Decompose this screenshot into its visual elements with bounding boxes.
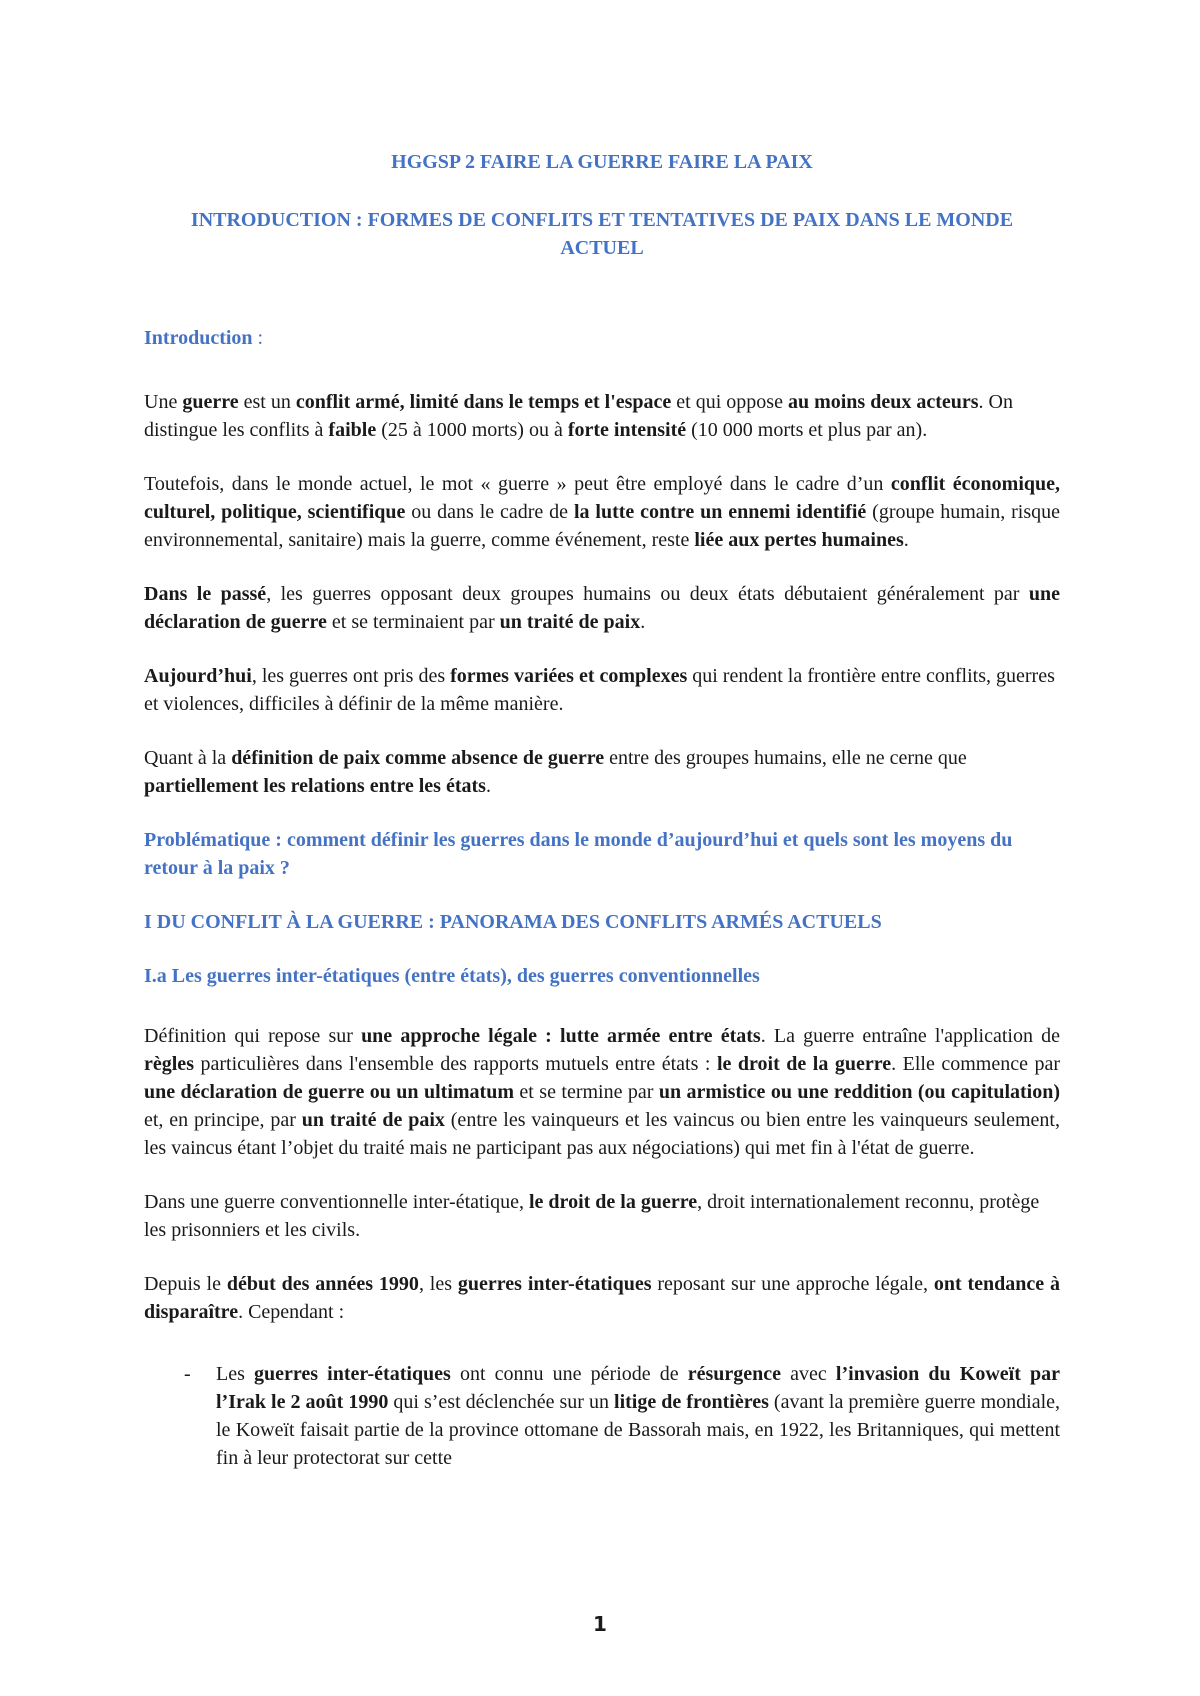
bold-text: une approche légale : lutte armée entre états (361, 1025, 761, 1047)
bold-text: résurgence (687, 1363, 782, 1385)
paragraph-annees-1990 (144, 1270, 1060, 1326)
text: Quant à la (144, 747, 232, 769)
text: (groupe humain, risque environnemental, sanitaire) mais la guerre, comme événement, reste (144, 501, 1060, 551)
text: . Cependant : (238, 1301, 345, 1323)
text: , droit internationalement reconnu, protège les prisonniers et les civils. (144, 1191, 1040, 1241)
page-number: 1 (593, 1612, 607, 1636)
bullet-list (144, 1360, 1060, 1472)
text: reposant sur une approche légale, (651, 1273, 934, 1295)
text: (avant la première guerre mondiale, le Koweït faisait partie de la province ottomane de Bassorah mais, en 1922, les Britanniques, qui mettent fin à leur protectorat sur cette (216, 1391, 1061, 1469)
intro-colon: : (252, 327, 264, 349)
text: ont connu une période de (450, 1363, 688, 1385)
bold-text: litige de frontières (614, 1391, 769, 1413)
text: Dans une guerre conventionnelle inter-étatique, (144, 1191, 529, 1213)
bold-text: formes variées et complexes (450, 665, 688, 687)
text: ou dans le cadre de (405, 501, 574, 523)
paragraph-droit-guerre (144, 1188, 1060, 1244)
intro-heading (144, 324, 1060, 352)
paragraph-approche-legale (144, 1022, 1060, 1162)
paragraph-passe (144, 580, 1060, 636)
paragraph-guerre-sens (144, 470, 1060, 554)
text: particulières dans l'ensemble des rapports mutuels entre états : (193, 1053, 717, 1075)
paragraph-guerre-definition (144, 388, 1060, 444)
text: et, en principe, par (144, 1109, 302, 1131)
text: , les guerres ont pris des (251, 665, 451, 687)
bold-text: définition de paix comme absence de guerre (231, 747, 605, 769)
text: . On distingue les conflits à (144, 391, 1013, 441)
text: (entre les vainqueurs et les vaincus ou bien entre les vainqueurs seulement, les vaincus étant l’objet du traité mais ne participant pas aux négociations) qui met fin à l'état de guerre. (144, 1109, 1060, 1159)
bold-text: partiellement les relations entre les états (144, 775, 486, 797)
text: . Elle commence par (891, 1053, 1060, 1075)
bold-text: conflit économique, culturel, politique, scientifique (144, 473, 1061, 523)
bold-text: au moins deux acteurs (787, 391, 979, 413)
bold-text: Dans le passé (144, 583, 267, 605)
text: Les (216, 1363, 254, 1385)
text: avec (781, 1363, 836, 1385)
text: . (485, 775, 491, 797)
bold-text: début des années 1990 (226, 1273, 419, 1295)
text: Depuis le (144, 1273, 227, 1295)
bold-text: une déclaration de guerre ou un ultimatum (144, 1081, 514, 1103)
bold-text: règles (144, 1053, 194, 1075)
paragraph-aujourdhui (144, 662, 1060, 718)
section-1a-heading: I.a Les guerres inter-étatiques (entre états), des guerres conventionnelles (144, 965, 760, 987)
bold-text: ont tendance à disparaître (144, 1273, 1061, 1323)
document-title: HGGSP 2 FAIRE LA GUERRE FAIRE LA PAIX (391, 151, 813, 173)
bold-text: un traité de paix (499, 611, 641, 633)
text: . La guerre entraîne l'application de (760, 1025, 1060, 1047)
bold-text: Aujourd’hui (144, 665, 252, 687)
intro-label: Introduction (144, 327, 253, 349)
bold-text: forte intensité (567, 419, 687, 441)
text: (10 000 morts et plus par an). (686, 419, 928, 441)
bold-text: liée aux pertes humaines (694, 529, 904, 551)
bold-text: guerre (182, 391, 239, 413)
paragraph-paix (144, 744, 1060, 800)
text: et se termine par (514, 1081, 659, 1103)
text: est un (238, 391, 296, 413)
text: , les guerres opposant deux groupes humains ou deux états débutaient généralement par (266, 583, 1029, 605)
bold-text: le droit de la guerre (716, 1053, 892, 1075)
text: qui s’est déclenchée sur un (388, 1391, 615, 1413)
bold-text: une déclaration de guerre (144, 583, 1061, 633)
bold-text: guerres inter-étatiques (254, 1363, 451, 1385)
bold-text: guerres inter-étatiques (457, 1273, 652, 1295)
text: entre des groupes humains, elle ne cerne que (604, 747, 967, 769)
list-item (144, 1360, 1060, 1472)
bold-text: l’invasion du Koweït par l’Irak le 2 août 1990 (216, 1363, 1060, 1413)
text: (25 à 1000 morts) ou à (376, 419, 568, 441)
section-1-heading: I DU CONFLIT À LA GUERRE : PANORAMA DES CONFLITS ARMÉS ACTUELS (144, 911, 882, 933)
bold-text: un traité de paix (301, 1109, 445, 1131)
problematique: Problématique : comment définir les guerres dans le monde d’aujourd’hui et quels sont les moyens du retour à la paix ? (144, 829, 1013, 879)
text: Toutefois, dans le monde actuel, le mot « guerre » peut être employé dans le cadre d’un (144, 473, 891, 495)
bold-text: un armistice ou une reddition (ou capitulation) (658, 1081, 1061, 1103)
bold-text: la lutte contre un ennemi identifié (573, 501, 867, 523)
intro-title: INTRODUCTION : FORMES DE CONFLITS ET TENTATIVES DE PAIX DANS LE MONDE ACTUEL (190, 209, 1014, 259)
text: qui rendent la frontière entre conflits, guerres et violences, difficiles à définir de la même manière. (144, 665, 1055, 715)
text: Définition qui repose sur (144, 1025, 362, 1047)
text: , les (418, 1273, 458, 1295)
bold-text: conflit armé, limité dans le temps et l'espace (295, 391, 672, 413)
text: et qui oppose (671, 391, 788, 413)
text: . (903, 529, 909, 551)
dash-bullet: - (184, 1363, 191, 1385)
bold-text: le droit de la guerre (529, 1191, 698, 1213)
text: Une (144, 391, 183, 413)
text: . (640, 611, 646, 633)
text: et se terminaient par (326, 611, 500, 633)
bold-text: faible (328, 419, 377, 441)
